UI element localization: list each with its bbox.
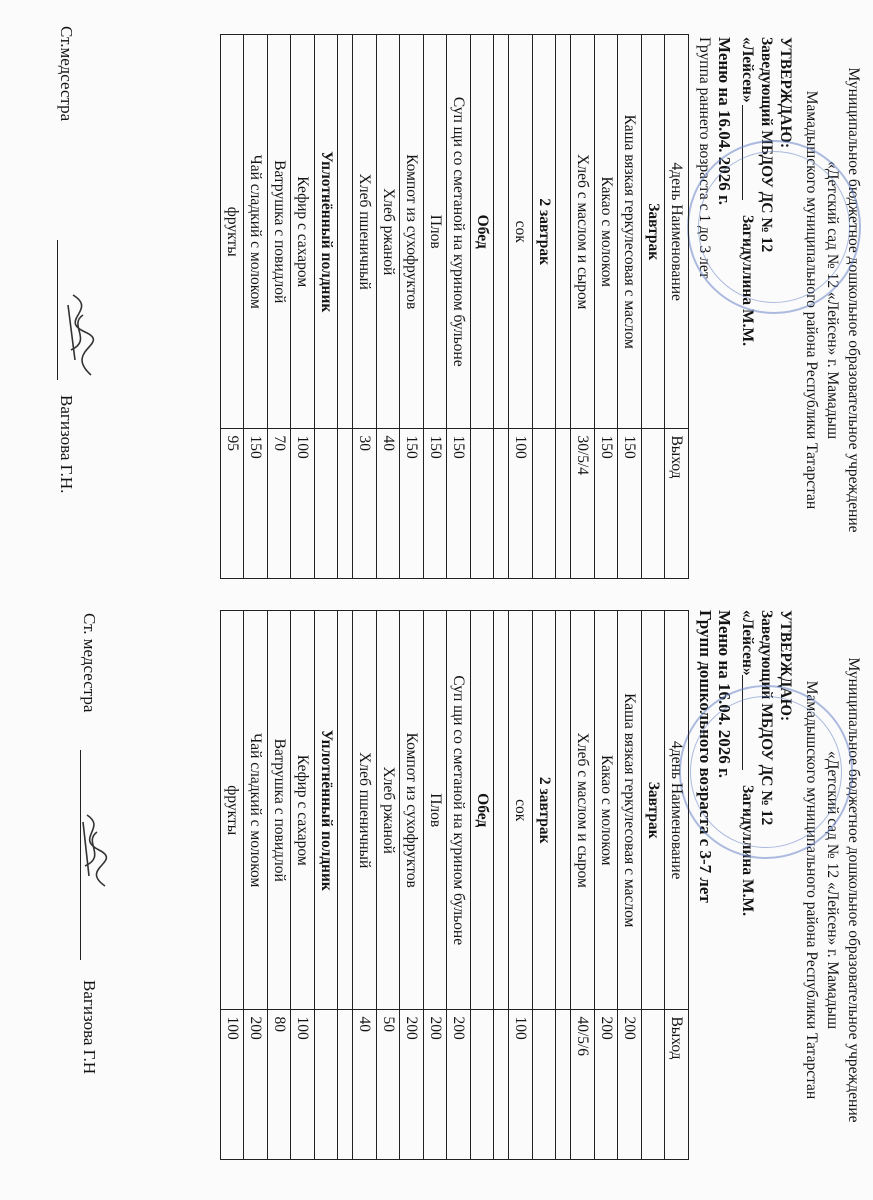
- table-row: [291, 611, 315, 1160]
- section-output-cell: [533, 1010, 557, 1160]
- table-row: [400, 611, 424, 1160]
- blank-cell: [338, 1010, 353, 1160]
- table-row: [268, 611, 292, 1160]
- table-row: [291, 35, 315, 579]
- section-row: [471, 611, 495, 1160]
- blank-row: [338, 611, 353, 1160]
- section-row: [642, 611, 666, 1160]
- dish-name: Суп щи со сметаной на курином бульоне: [447, 35, 471, 429]
- blank-row: [494, 611, 509, 1160]
- table-row: [447, 611, 471, 1160]
- section-row: [315, 611, 339, 1160]
- table-row: [595, 611, 619, 1160]
- blank-cell: [556, 35, 571, 429]
- official-stamp: [687, 140, 861, 314]
- dish-name: Хлеб ржаной: [377, 35, 401, 429]
- dish-name: Каша вязкая геркулесовая с маслом: [618, 611, 642, 1010]
- blank-cell: [338, 35, 353, 429]
- menu-date: Меню на 16.04. 2026 г.: [715, 610, 734, 778]
- blank-row: [338, 35, 353, 579]
- section-output-cell: [642, 1010, 666, 1160]
- table-row: [618, 611, 642, 1160]
- table-row: [509, 611, 533, 1160]
- blank-cell: [556, 429, 571, 579]
- section-row: [533, 35, 557, 579]
- dish-name: Какао с молоком: [595, 611, 619, 1010]
- table-row: [221, 35, 245, 579]
- dish-output: 100: [291, 429, 315, 579]
- org-line-1: Муниципальное бюджетное дошкольное образовательное учреждение: [845, 657, 862, 1123]
- blank-cell: [338, 611, 353, 1010]
- approved-label: УТВЕРЖДАЮ:: [777, 610, 794, 722]
- nurse-signature-line: [80, 750, 81, 960]
- section-output-cell: [642, 429, 666, 579]
- dish-name: Ватрушка с повидлой: [268, 611, 292, 1010]
- dish-name: Хлеб ржаной: [377, 611, 401, 1010]
- blank-row: [556, 611, 571, 1160]
- section-row: [642, 35, 666, 579]
- table-row: [571, 35, 595, 579]
- dish-output: 150: [595, 429, 619, 579]
- approved-label: УТВЕРЖДАЮ:: [777, 37, 794, 149]
- blank-row: [556, 35, 571, 579]
- nurse-label: Ст.медсестра: [57, 26, 76, 122]
- dish-output: 40: [377, 429, 401, 579]
- approver-title: Заведующий МБДОУ ДС № 12: [758, 37, 775, 253]
- approver-title: Заведующий МБДОУ ДС № 12: [758, 610, 775, 826]
- table-row: [595, 35, 619, 579]
- table-row: [400, 35, 424, 579]
- table-row: [618, 35, 642, 579]
- blank-cell: [556, 611, 571, 1010]
- dish-output: 200: [447, 1010, 471, 1160]
- menu-table-early-age: [220, 34, 689, 579]
- section-title: Уплотнённый полдник: [315, 35, 339, 429]
- dish-name: Какао с молоком: [595, 35, 619, 429]
- approver-name: Загидуллина М.М.: [739, 215, 756, 346]
- dish-name: Плов: [424, 35, 448, 429]
- group-label: Групп дошкольного возраста с 3-7 лет: [696, 610, 715, 903]
- dish-output: 200: [400, 1010, 424, 1160]
- dish-output: 95: [221, 429, 245, 579]
- menu-date: Меню на 16.04. 2026 г.: [715, 37, 734, 205]
- header-row: [665, 35, 689, 579]
- section-output-cell: [471, 429, 495, 579]
- header-name-cell: [665, 35, 689, 429]
- dish-name: Ватрушка с повидлой: [268, 35, 292, 429]
- nurse-signature-line: [57, 240, 58, 380]
- group-label: Группа раннего возраста с 1 до 3 лет: [696, 37, 713, 279]
- table-row: [509, 35, 533, 579]
- org-line-1: Муниципальное бюджетное дошкольное образовательное учреждение: [845, 67, 862, 533]
- nurse-name: Вагизова Г.Н.: [57, 395, 76, 494]
- section-title: Завтрак: [642, 611, 666, 1010]
- section-title: Уплотнённый полдник: [315, 611, 339, 1010]
- section-output-cell: [315, 429, 339, 579]
- section-output-cell: [315, 1010, 339, 1160]
- org-line-2: «Детский сад № 12 «Лейсен» г. Мамадыш: [824, 160, 841, 440]
- header-output: Выход: [665, 1010, 689, 1160]
- dish-name: Кефир с сахаром: [291, 35, 315, 429]
- dish-name: Хлеб пшеничный: [353, 611, 377, 1010]
- dish-output: 100: [221, 1010, 245, 1160]
- dish-name: Компот из сухофруктов: [400, 611, 424, 1010]
- approver-name: Загидуллина М.М.: [739, 785, 756, 916]
- dish-name: Хлеб пшеничный: [353, 35, 377, 429]
- header-day: 4день: [668, 741, 686, 779]
- dish-name: Чай сладкий с молоком: [244, 611, 268, 1010]
- table-row: [424, 611, 448, 1160]
- dish-output: 100: [291, 1010, 315, 1160]
- nurse-signature: [53, 290, 103, 380]
- dish-output: 150: [424, 429, 448, 579]
- table-row: [244, 611, 268, 1160]
- section-title: 2 завтрак: [533, 35, 557, 429]
- nurse-name: Вагизова Г.Н: [80, 980, 99, 1075]
- blank-cell: [494, 1010, 509, 1160]
- dish-output: 30: [353, 429, 377, 579]
- dish-name: Суп щи со сметаной на курином бульоне: [447, 611, 471, 1010]
- dish-name: фрукты: [221, 35, 245, 429]
- blank-cell: [494, 611, 509, 1010]
- dish-output: 200: [595, 1010, 619, 1160]
- table-row: [377, 35, 401, 579]
- section-row: [471, 35, 495, 579]
- menu-half-preschool: [0, 600, 873, 1200]
- table-row: [447, 35, 471, 579]
- dish-name: Кефир с сахаром: [291, 611, 315, 1010]
- dish-output: 200: [424, 1010, 448, 1160]
- header-name: Наименование: [668, 204, 686, 301]
- dish-name: Каша вязкая геркулесовая с маслом: [618, 35, 642, 429]
- dish-name: сок: [509, 611, 533, 1010]
- kindergarten-name: «Лейсен»: [739, 37, 756, 103]
- blank-cell: [494, 35, 509, 429]
- nurse-label: Ст. медсестра: [80, 613, 99, 713]
- dish-name: Компот из сухофруктов: [400, 35, 424, 429]
- section-title: Завтрак: [642, 35, 666, 429]
- header-name: Наименование: [668, 782, 686, 880]
- table-row: [571, 611, 595, 1160]
- dish-output: 80: [268, 1010, 292, 1160]
- section-output-cell: [533, 429, 557, 579]
- dish-output: 150: [244, 429, 268, 579]
- section-output-cell: [471, 1010, 495, 1160]
- nurse-signature: [67, 810, 115, 890]
- header-day: 4день: [668, 162, 686, 201]
- org-line-2: «Детский сад № 12 «Лейсен» г. Мамадыш: [824, 750, 841, 1030]
- dish-output: 50: [377, 1010, 401, 1160]
- section-row: [315, 35, 339, 579]
- table-row: [353, 35, 377, 579]
- blank-cell: [556, 1010, 571, 1160]
- header-row: [665, 611, 689, 1160]
- dish-name: Хлеб с маслом и сыром: [571, 35, 595, 429]
- dish-output: 70: [268, 429, 292, 579]
- dish-name: Чай сладкий с молоком: [244, 35, 268, 429]
- dish-output: 40/5/6: [571, 1010, 595, 1160]
- org-line-3: Мамадышского муниципального района Республики Татарстан: [803, 680, 820, 1100]
- dish-output: 150: [447, 429, 471, 579]
- table-row: [268, 35, 292, 579]
- header-name-cell: [665, 611, 689, 1010]
- table-row: [377, 611, 401, 1160]
- dish-output: 30/5/4: [571, 429, 595, 579]
- blank-cell: [494, 429, 509, 579]
- blank-row: [494, 35, 509, 579]
- section-title: Обед: [471, 611, 495, 1010]
- section-row: [533, 611, 557, 1160]
- section-title: 2 завтрак: [533, 611, 557, 1010]
- dish-output: 40: [353, 1010, 377, 1160]
- menu-table-preschool: [220, 610, 689, 1160]
- dish-name: фрукты: [221, 611, 245, 1010]
- dish-name: сок: [509, 35, 533, 429]
- dish-output: 200: [244, 1010, 268, 1160]
- header-output: Выход: [665, 429, 689, 579]
- dish-output: 150: [400, 429, 424, 579]
- dish-output: 100: [509, 429, 533, 579]
- blank-cell: [338, 429, 353, 579]
- dish-output: 100: [509, 1010, 533, 1160]
- dish-name: Хлеб с маслом и сыром: [571, 611, 595, 1010]
- dish-output: 200: [618, 1010, 642, 1160]
- org-line-3: Мамадышского муниципального района Республики Татарстан: [803, 90, 820, 510]
- official-stamp: [679, 685, 853, 859]
- table-row: [353, 611, 377, 1160]
- table-row: [424, 35, 448, 579]
- table-row: [244, 35, 268, 579]
- kindergarten-name: «Лейсен»: [739, 610, 756, 676]
- dish-name: Плов: [424, 611, 448, 1010]
- dish-output: 150: [618, 429, 642, 579]
- table-row: [221, 611, 245, 1160]
- section-title: Обед: [471, 35, 495, 429]
